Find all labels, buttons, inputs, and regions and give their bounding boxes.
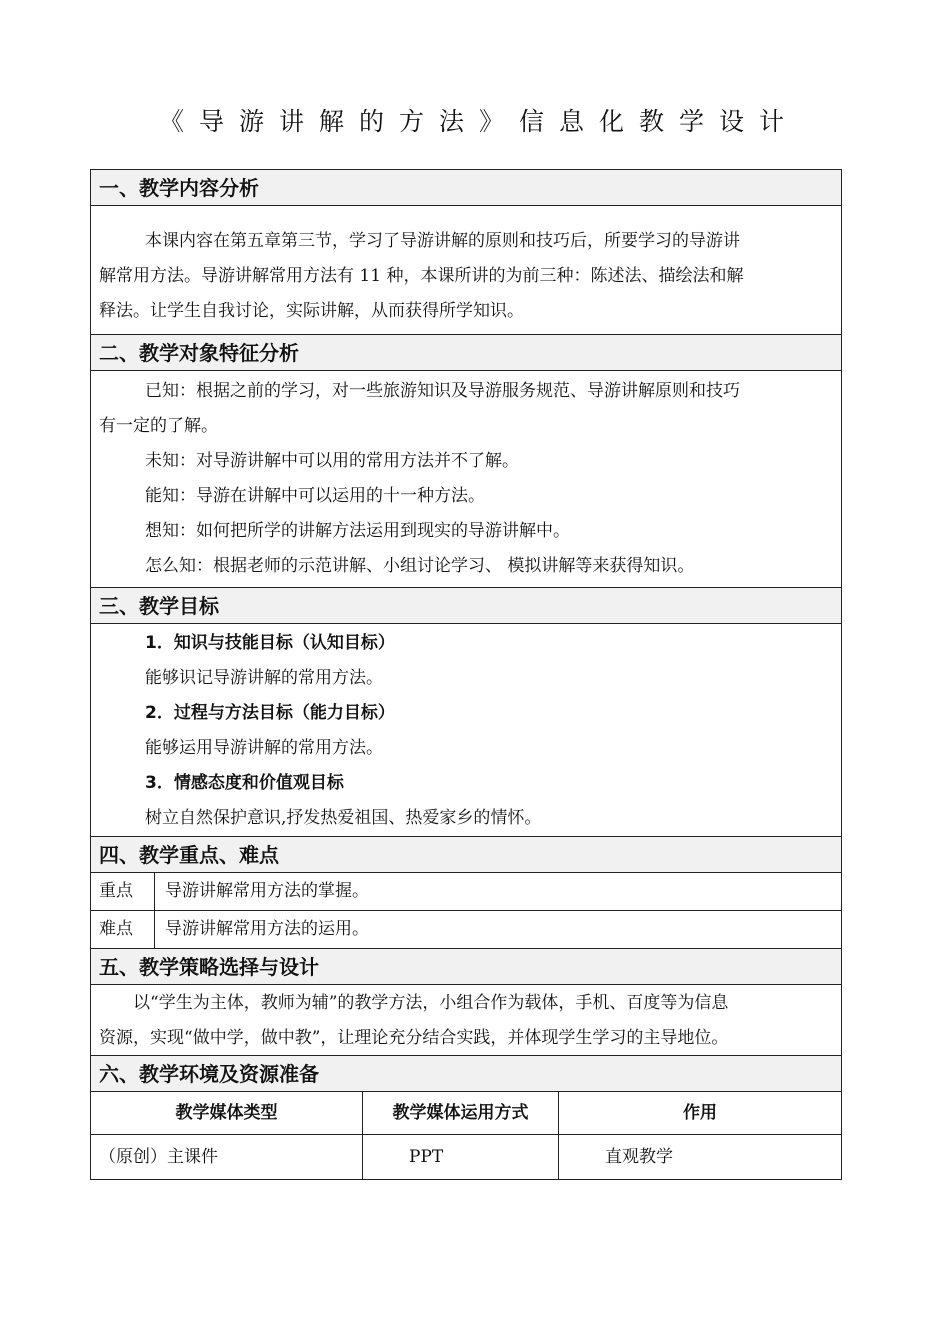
column-header-purpose: 作用: [683, 1103, 717, 1123]
section-heading-strategy: 五、教学策略选择与设计: [91, 949, 841, 985]
section-body-learner-analysis: [91, 371, 841, 588]
section-heading-key-points: 四、教学重点、难点: [91, 837, 841, 873]
key-point-value: 导游讲解常用方法的掌握。: [165, 881, 369, 901]
goal-title: 2．过程与方法目标（能力目标）: [145, 703, 395, 723]
paragraph-line: 本课内容在第五章第三节，学习了导游讲解的原则和技巧后，所要学习的导游讲: [145, 231, 740, 251]
section-heading-learner-analysis: 二、教学对象特征分析: [91, 335, 841, 371]
goal-text: 树立自然保护意识,抒发热爱祖国、热爱家乡的情怀。: [145, 808, 542, 828]
section-body-objectives: [91, 624, 841, 837]
paragraph-line: 释法。让学生自我讨论，实际讲解，从而获得所学知识。: [99, 301, 524, 321]
able-line: 能知：导游在讲解中可以运用的十一种方法。: [145, 486, 485, 506]
paragraph-line: 资源，实现“做中学，做中教”，让理论充分结合实践，并体现学生学习的主导地位。: [99, 1028, 729, 1048]
page-title: 《导游讲解的方法》信息化教学设计: [158, 107, 799, 136]
how-line: 怎么知：根据老师的示范讲解、小组讨论学习、 模拟讲解等来获得知识。: [145, 556, 695, 576]
difficult-point-label: 难点: [91, 911, 155, 948]
section-heading-resources: 六、教学环境及资源准备: [91, 1056, 841, 1092]
section-heading-content-analysis: 一、教学内容分析: [91, 170, 841, 206]
media-table-header: [91, 1092, 841, 1135]
column-header-media-usage: 教学媒体运用方式: [363, 1092, 559, 1134]
paragraph-line: 解常用方法。导游讲解常用方法有 11 种，本课所讲的为前三种：陈述法、描绘法和解: [99, 266, 744, 286]
goal-text: 能够运用导游讲解的常用方法。: [145, 738, 383, 758]
section-body-content-analysis: [91, 206, 841, 335]
section-heading-objectives: 三、教学目标: [91, 588, 841, 624]
design-table: [90, 169, 842, 1180]
key-point-row: [91, 873, 841, 911]
media-type-cell: （原创）主课件: [91, 1135, 363, 1179]
difficult-point-value: 导游讲解常用方法的运用。: [165, 919, 369, 939]
difficult-point-row: [91, 911, 841, 949]
table-row: [91, 1135, 841, 1179]
section-body-strategy: [91, 985, 841, 1056]
goal-title: 1．知识与技能目标（认知目标）: [145, 633, 395, 653]
purpose-cell: 直观教学: [605, 1147, 673, 1167]
known-line: 有一定的了解。: [99, 416, 218, 436]
media-usage-cell: PPT: [363, 1135, 559, 1179]
paragraph-line: 以“学生为主体，教师为辅”的教学方法，小组合作为载体，手机、百度等为信息: [133, 993, 729, 1013]
known-line: 已知：根据之前的学习，对一些旅游知识及导游服务规范、导游讲解原则和技巧: [145, 381, 740, 401]
goal-title: 3．情感态度和价值观目标: [145, 773, 344, 793]
goal-text: 能够识记导游讲解的常用方法。: [145, 668, 383, 688]
column-header-media-type: 教学媒体类型: [91, 1092, 363, 1134]
want-line: 想知：如何把所学的讲解方法运用到现实的导游讲解中。: [145, 521, 570, 541]
unknown-line: 未知：对导游讲解中可以用的常用方法并不了解。: [145, 451, 519, 471]
key-point-label: 重点: [91, 873, 155, 910]
